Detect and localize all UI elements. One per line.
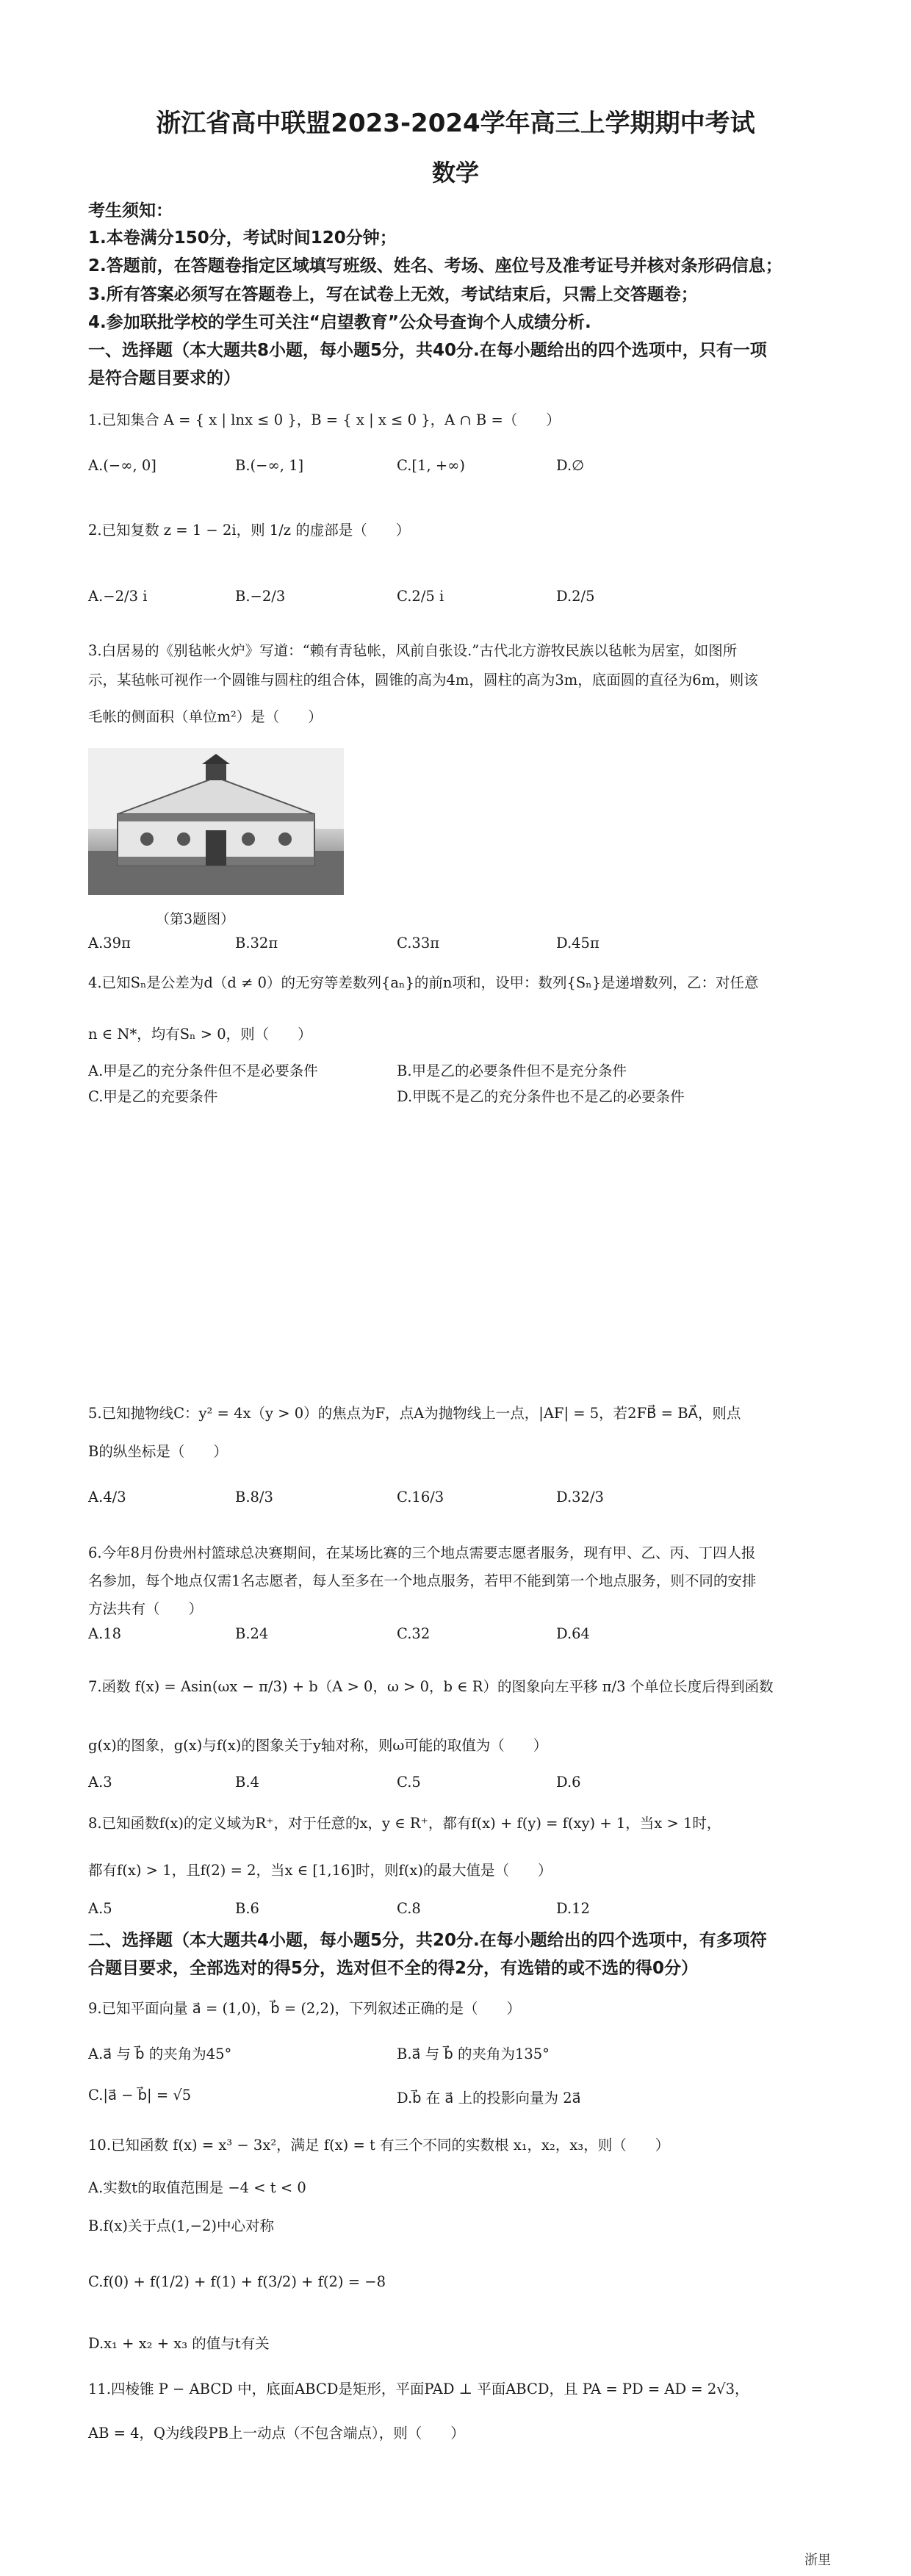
- q8-option-b: B.6: [235, 1900, 259, 1917]
- section2-heading-cont: 合题目要求，全部选对的得5分，选对但不全的得2分，有选错的或不选的得0分）: [88, 1959, 699, 1978]
- section2-heading: 二、选择题（本大题共4小题，每小题5分，共20分.在每小题给出的四个选项中，有多项符: [88, 1931, 767, 1950]
- question-7-line1: 7.函数 f(x) = Asin(ωx − π/3) + b（A > 0，ω > 0，b ∈ R）的图象向左平移 π/3 个单位长度后得到函数: [88, 1678, 774, 1695]
- q10-option-d: D.x₁ + x₂ + x₃ 的值与t有关: [88, 2335, 270, 2352]
- q10-option-b: B.f(x)关于点(1,−2)中心对称: [88, 2217, 275, 2234]
- q2-option-b: B.−2/3: [235, 588, 286, 605]
- question-8-line2: 都有f(x) > 1，且f(2) = 2，当x ∈ [1,16]时，则f(x)的最大值是（ ）: [88, 1862, 552, 1879]
- q1-option-c: C.[1, +∞): [397, 457, 466, 474]
- notice-item: 3.所有答案必须写在答题卷上，写在试卷上无效，考试结束后，只需上交答题卷；: [88, 285, 698, 304]
- question-4-line2: n ∈ N*，均有Sₙ > 0，则（ ）: [88, 1026, 312, 1043]
- q3-option-a: A.39π: [88, 935, 131, 951]
- q10-option-c: C.f(0) + f(1/2) + f(1) + f(3/2) + f(2) = −8: [88, 2273, 386, 2290]
- q5-option-d: D.32/3: [556, 1489, 604, 1505]
- subject-title: 数学: [431, 159, 479, 187]
- question-6-line1: 6.今年8月份贵州村篮球总决赛期间，在某场比赛的三个地点需要志愿者服务，现有甲、乙、丙、丁四人报: [88, 1544, 756, 1561]
- q3-option-d: D.45π: [556, 935, 599, 951]
- question-9-stem: 9.已知平面向量 a⃗ = (1,0)，b⃗ = (2,2)，下列叙述正确的是（ ）: [88, 2000, 522, 2017]
- question-5-line2: B的纵坐标是（ ）: [88, 1443, 228, 1460]
- q5-option-a: A.4/3: [88, 1489, 126, 1505]
- q4-option-c: C.甲是乙的充要条件: [88, 1088, 218, 1105]
- yurt-photo: [88, 748, 344, 895]
- question-11-line1: 11.四棱锥 P − ABCD 中，底面ABCD是矩形，平面PAD ⊥ 平面ABCD，且 PA = PD = AD = 2√3，: [88, 2381, 749, 2397]
- question-10-stem: 10.已知函数 f(x) = x³ − 3x²，满足 f(x) = t 有三个不同的实数根 x₁，x₂，x₃，则（ ）: [88, 2137, 670, 2154]
- question-6-line2: 名参加，每个地点仅需1名志愿者，每人至多在一个地点服务，若甲不能到第一个地点服务，则不同的安排: [88, 1572, 757, 1589]
- q4-option-b: B.甲是乙的必要条件但不是充分条件: [397, 1062, 627, 1079]
- q9-option-c: C.|a⃗ − b⃗| = √5: [88, 2087, 192, 2104]
- q2-option-a: A.−2/3 i: [88, 588, 148, 605]
- q9-option-a: A.a⃗ 与 b⃗ 的夹角为45°: [88, 2046, 232, 2062]
- q1-option-a: A.(−∞, 0]: [88, 457, 156, 474]
- question-1-stem: 1.已知集合 A = { x | lnx ≤ 0 }，B = { x | x ≤ 0 }，A ∩ B =（ ）: [88, 411, 561, 428]
- q6-option-c: C.32: [397, 1625, 431, 1642]
- q4-option-a: A.甲是乙的充分条件但不是必要条件: [88, 1062, 318, 1079]
- q7-option-c: C.5: [397, 1774, 421, 1791]
- yurt-illustration: [88, 748, 344, 895]
- q7-option-a: A.3: [88, 1774, 112, 1791]
- section1-heading-cont: 是符合题目要求的）: [88, 369, 240, 388]
- q7-option-d: D.6: [556, 1774, 581, 1791]
- question-3-line3: 毛帐的侧面积（单位m²）是（ ）: [88, 708, 323, 725]
- q8-option-d: D.12: [556, 1900, 590, 1917]
- q8-option-c: C.8: [397, 1900, 421, 1917]
- notice-item: 1.本卷满分150分，考试时间120分钟；: [88, 229, 397, 248]
- q7-option-b: B.4: [235, 1774, 259, 1791]
- section1-heading: 一、选择题（本大题共8小题，每小题5分，共40分.在每小题给出的四个选项中，只有一项: [88, 341, 767, 360]
- question-3-line2: 示，某毡帐可视作一个圆锥与圆柱的组合体，圆锥的高为4m，圆柱的高为3m，底面圆的直径为6m，则该: [88, 672, 758, 688]
- question-6-line3: 方法共有（ ）: [88, 1600, 204, 1617]
- q6-option-a: A.18: [88, 1625, 122, 1642]
- q10-option-a: A.实数t的取值范围是 −4 < t < 0: [88, 2179, 306, 2196]
- figure-caption: （第3题图）: [156, 911, 235, 927]
- q6-option-d: D.64: [556, 1625, 590, 1642]
- q9-option-d: D.b⃗ 在 a⃗ 上的投影向量为 2a⃗: [397, 2090, 581, 2107]
- footer-text: 浙里: [804, 2552, 831, 2568]
- q4-option-d: D.甲既不是乙的充分条件也不是乙的必要条件: [397, 1088, 685, 1105]
- question-7-line2: g(x)的图象，g(x)与f(x)的图象关于y轴对称，则ω可能的取值为（ ）: [88, 1737, 548, 1754]
- exam-title: 浙江省高中联盟2023-2024学年高三上学期期中考试: [156, 109, 755, 138]
- q2-option-d: D.2/5: [556, 588, 595, 605]
- question-2-stem: 2.已知复数 z = 1 − 2i，则 1/z 的虚部是（ ）: [88, 522, 411, 539]
- question-4-line1: 4.已知Sₙ是公差为d（d ≠ 0）的无穷等差数列{aₙ}的前n项和，设甲：数列{Sₙ}是递增数列，乙：对任意: [88, 974, 759, 991]
- q3-option-c: C.33π: [397, 935, 440, 951]
- notice-item: 4.参加联批学校的学生可关注“启望教育”公众号查询个人成绩分析.: [88, 313, 591, 332]
- q6-option-b: B.24: [235, 1625, 269, 1642]
- question-3-line1: 3.白居易的《别毡帐火炉》写道：“赖有青毡帐，风前自张设.”古代北方游牧民族以毡帐为居室，如图所: [88, 642, 738, 659]
- question-5-line1: 5.已知抛物线C：y² = 4x（y > 0）的焦点为F，点A为抛物线上一点，|AF| = 5，若2FB⃗ = BA⃗，则点: [88, 1405, 741, 1422]
- q5-option-b: B.8/3: [235, 1489, 273, 1505]
- q8-option-a: A.5: [88, 1900, 112, 1917]
- q1-option-d: D.∅: [556, 457, 585, 474]
- q9-option-b: B.a⃗ 与 b⃗ 的夹角为135°: [397, 2046, 550, 2062]
- q3-option-b: B.32π: [235, 935, 278, 951]
- question-11-line2: AB = 4，Q为线段PB上一动点（不包含端点），则（ ）: [88, 2425, 465, 2442]
- q1-option-b: B.(−∞, 1]: [235, 457, 304, 474]
- q2-option-c: C.2/5 i: [397, 588, 444, 605]
- notice-heading: 考生须知：: [88, 201, 173, 220]
- question-8-line1: 8.已知函数f(x)的定义域为R⁺，对于任意的x，y ∈ R⁺，都有f(x) + f(y) = f(xy) + 1，当x > 1时，: [88, 1815, 721, 1832]
- notice-item: 2.答题前，在答题卷指定区域填写班级、姓名、考场、座位号及准考证号并核对条形码信息；: [88, 256, 782, 276]
- q5-option-c: C.16/3: [397, 1489, 444, 1505]
